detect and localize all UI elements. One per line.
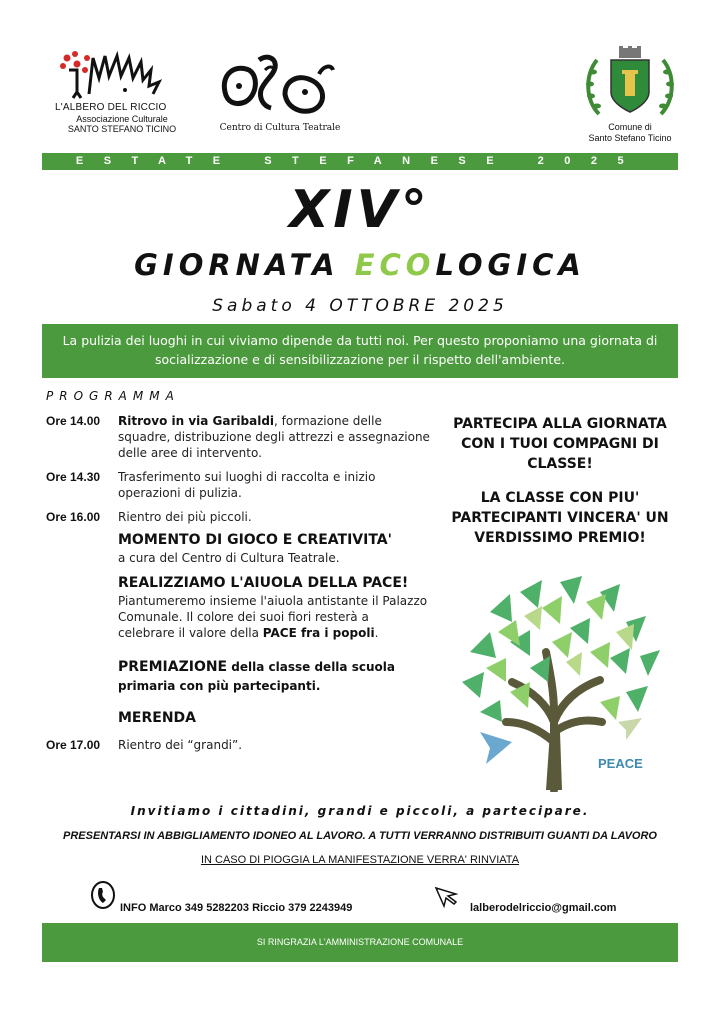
callout-line-2: LA CLASSE CON PIU' PARTECIPANTI VINCERA' UN VERDISSIMO PREMIO! <box>451 490 669 546</box>
program-item-1-text: , formazione delle squadre, distribuzione degli attrezzi e assegnazione delle aree di intervento. <box>118 414 430 460</box>
estate-stefanese-banner: ESTATE STEFANESE 2025 <box>42 153 678 170</box>
time-1700: Ore 17.00 <box>46 738 101 752</box>
peace-label: PEACE <box>598 756 643 771</box>
aiuola-heading: REALIZZIAMO L'AIUOLA DELLA PACE! <box>118 575 409 591</box>
albero-del-riccio-logo <box>55 48 185 136</box>
aiuola-text-1: Piantumeremo insieme l'aiuola antistante il Palazzo Comunale. Il colore dei suoi fiori resterà a celebrare il valore della <box>118 594 428 640</box>
dress-code-text: PRESENTARSI IN ABBIGLIAMENTO IDONEO AL LAVORO. A TUTTI VERRANNO DISTRIBUITI GUANTI DA LAVORO <box>62 830 657 842</box>
gioco-heading: MOMENTO DI GIOCO E CREATIVITA' <box>118 532 392 548</box>
premiazione-block <box>118 657 418 695</box>
riccio-subtitle-2: SANTO STEFANO TICINO <box>67 124 177 134</box>
invite-text: Invitiamo i cittadini, grandi e piccoli, a partecipare. <box>130 804 590 818</box>
edition-number: XIV° <box>289 180 431 240</box>
title-part-2: LOGICA <box>435 248 586 282</box>
aiuola-text-2: . <box>374 626 379 640</box>
coat-of-arms-icon <box>575 44 685 120</box>
title-part-1: GIORNATA <box>134 248 355 282</box>
comune-name <box>575 122 685 144</box>
comune-line-1: Comune di <box>608 122 652 132</box>
aiuola-bold: PACE fra i popoli <box>262 626 375 640</box>
rain-notice: IN CASO DI PIOGGIA LA MANIFESTAZIONE VERRA' RINVIATA <box>200 854 520 866</box>
comune-line-2: Santo Stefano Ticino <box>588 133 672 143</box>
participate-callout <box>440 414 680 548</box>
riccio-subtitle <box>59 114 185 134</box>
riccio-subtitle-1: Associazione Culturale <box>76 114 168 124</box>
contact-email[interactable]: lalberodelriccio@gmail.com <box>470 902 617 914</box>
contact-info: INFO Marco 349 5282203 Riccio 379 2243949 <box>120 902 353 914</box>
merenda-heading: MERENDA <box>118 710 197 726</box>
time-1400: Ore 14.00 <box>46 414 101 428</box>
peace-tree-illustration <box>450 572 670 792</box>
comune-logo <box>575 44 685 149</box>
event-date: Sabato 4 OTTOBRE 2025 <box>212 296 508 316</box>
footer-banner: SI RINGRAZIA L'AMMINISTRAZIONE COMUNALE <box>42 923 678 962</box>
program-item-4: Rientro dei “grandi”. <box>118 738 243 752</box>
telephone-icon <box>90 880 116 910</box>
premiazione-text: della classe della scuola primaria con più partecipanti. <box>118 660 395 693</box>
callout-line-1: PARTECIPA ALLA GIORNATA CON I TUOI COMPAGNI DI CLASSE! <box>453 416 667 472</box>
program-title: PROGRAMMA <box>46 389 180 403</box>
gioco-text: a cura del Centro di Cultura Teatrale. <box>118 551 340 565</box>
program-item-1 <box>118 413 433 461</box>
teatro-logo <box>215 50 345 138</box>
riccio-name: L'ALBERO DEL RICCIO <box>55 102 167 113</box>
program-item-3: Rientro dei più piccoli. <box>118 510 252 524</box>
event-title <box>0 246 720 284</box>
intro-box: La pulizia dei luoghi in cui viviamo dipende da tutti noi. Per questo proponiamo una giornata di socializzazione e di sensibilizzazione per il rispetto dell'ambiente. <box>42 324 678 378</box>
time-1430: Ore 14.30 <box>46 470 101 484</box>
time-1600: Ore 16.00 <box>46 510 101 524</box>
aiuola-text <box>118 593 428 641</box>
cursor-arrow-icon <box>434 886 458 908</box>
title-eco: ECO <box>354 248 436 282</box>
program-item-1-bold: Ritrovo in via Garibaldi <box>118 414 275 428</box>
contact-row <box>90 880 650 914</box>
theatre-masks-icon <box>215 50 345 120</box>
hedgehog-tree-icon <box>55 48 185 104</box>
program-item-2: Trasferimento sui luoghi di raccolta e inizio operazioni di pulizia. <box>118 470 376 500</box>
premiazione-heading: PREMIAZIONE <box>118 659 228 675</box>
teatro-name: Centro di Cultura Teatrale <box>219 123 341 133</box>
